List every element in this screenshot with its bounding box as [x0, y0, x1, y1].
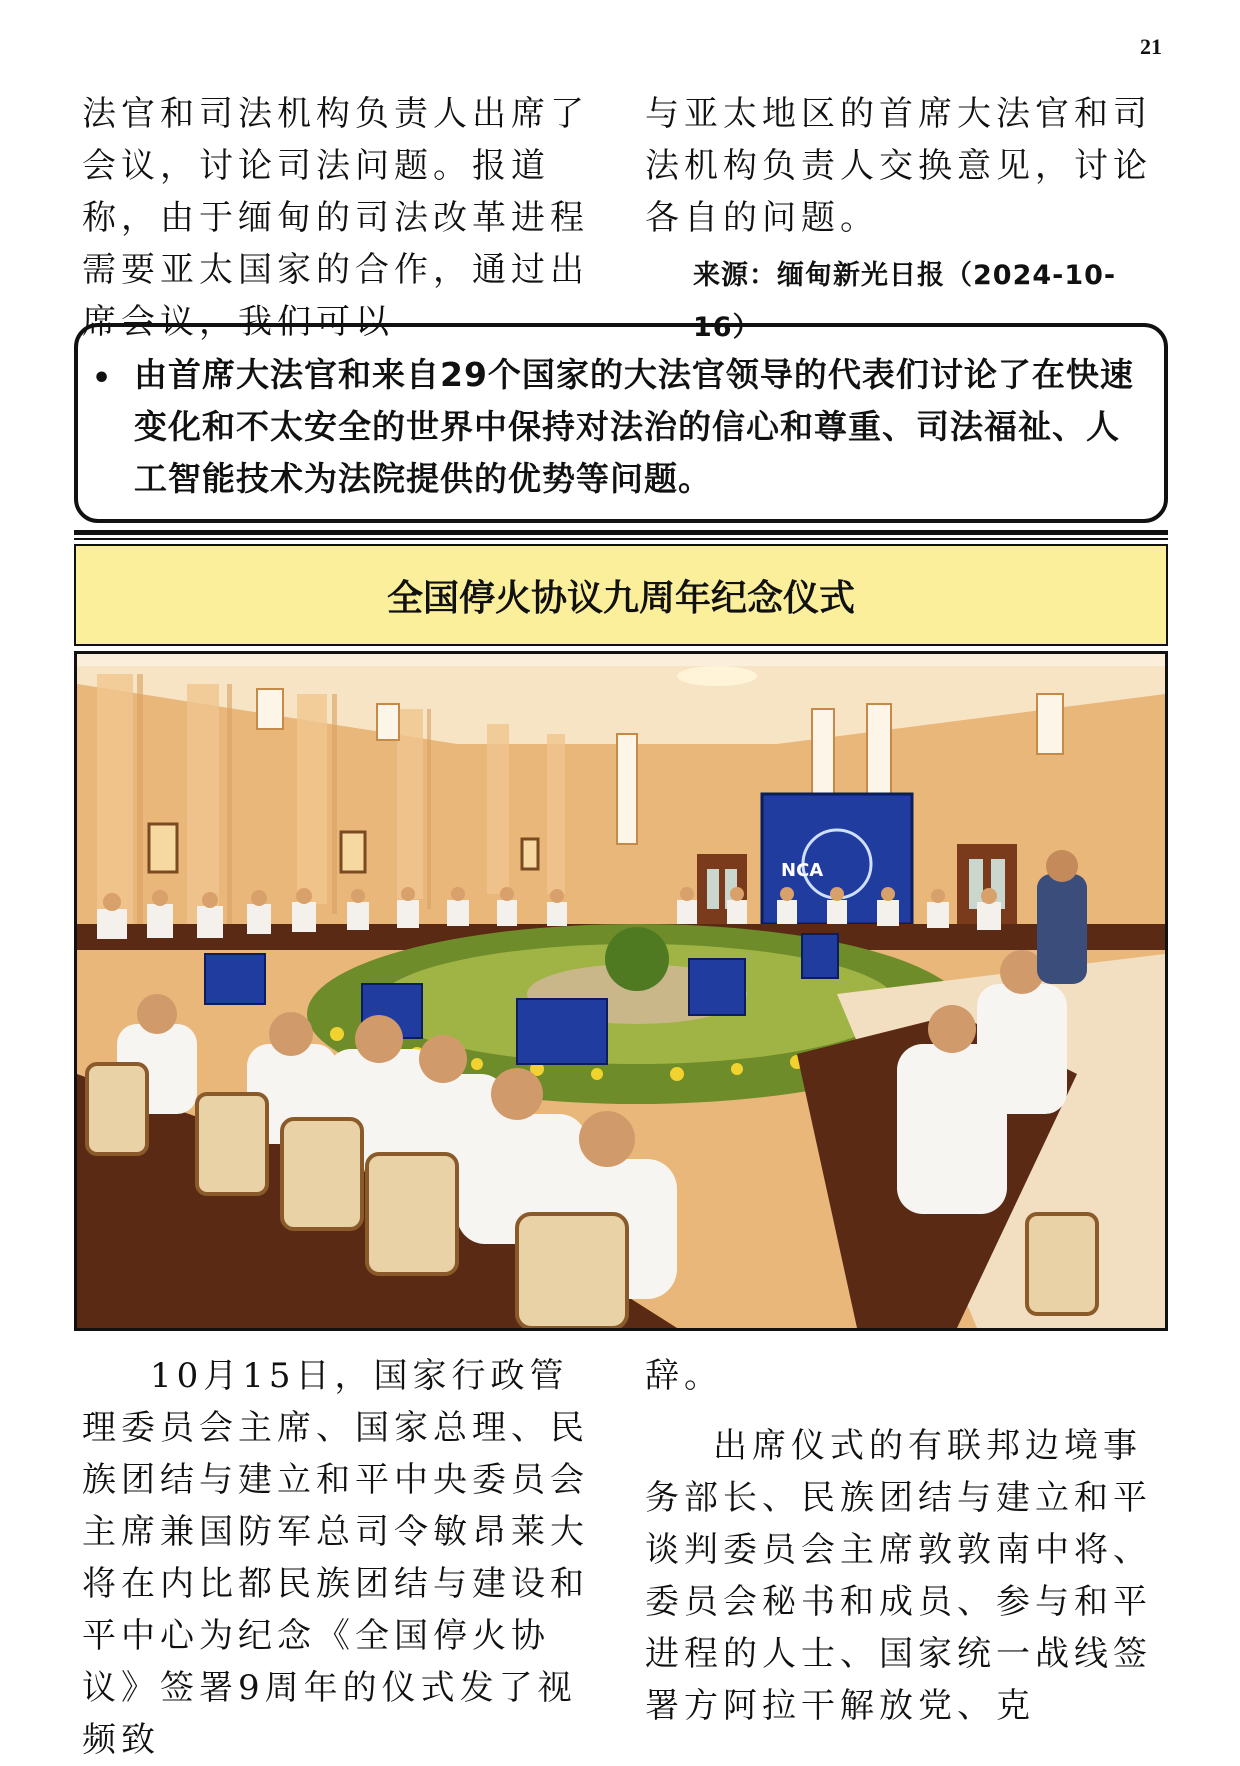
callout-text: 由首席大法官和来自29个国家的大法官领导的代表们讨论了在快速变化和不太安全的世界中保持对法治的信心和尊重、司法福祉、人工智能技术为法院提供的优势等问题。 — [134, 355, 1134, 498]
section-divider-thick — [74, 530, 1168, 535]
article-column-bottom-left — [82, 1350, 607, 1766]
paragraph: 法官和司法机构负责人出席了会议，讨论司法问题。报道称，由于缅甸的司法改革进程需要亚太国家的合作，通过出席会议，我们可以 — [82, 94, 589, 342]
page-number: 21 — [1140, 34, 1162, 59]
bullet-icon: • — [92, 361, 112, 396]
ceremony-photo — [74, 651, 1168, 1331]
paragraph: 与亚太地区的首席大法官和司法机构负责人交换意见，讨论各自的问题。 — [645, 94, 1152, 238]
section-divider-thin — [74, 538, 1168, 540]
article-column-bottom-right — [645, 1350, 1170, 1732]
highlight-callout-box — [74, 323, 1168, 523]
source-citation: 来源：缅甸新光日报（2024-10-16） — [693, 260, 1117, 343]
article-column-top-left — [82, 88, 607, 348]
article-column-top-right — [645, 88, 1170, 354]
paragraph: 出席仪式的有联邦边境事务部长、民族团结与建立和平谈判委员会主席敦敦南中将、委员会秘书和成员、参与和平进程的人士、国家统一战线签署方阿拉干解放党、克 — [645, 1426, 1152, 1726]
paragraph: 辞。 — [645, 1356, 723, 1396]
section-title: 全国停火协议九周年纪念仪式 — [74, 544, 1168, 646]
screen-logo-text: NCA — [781, 860, 824, 881]
paragraph: 10月15日，国家行政管理委员会主席、国家总理、民族团结与建立和平中央委员会主席兼国防军总司令敏昂莱大将在内比都民族团结与建设和平中心为纪念《全国停火协议》签署9周年的仪式发了视频致 — [82, 1356, 589, 1760]
